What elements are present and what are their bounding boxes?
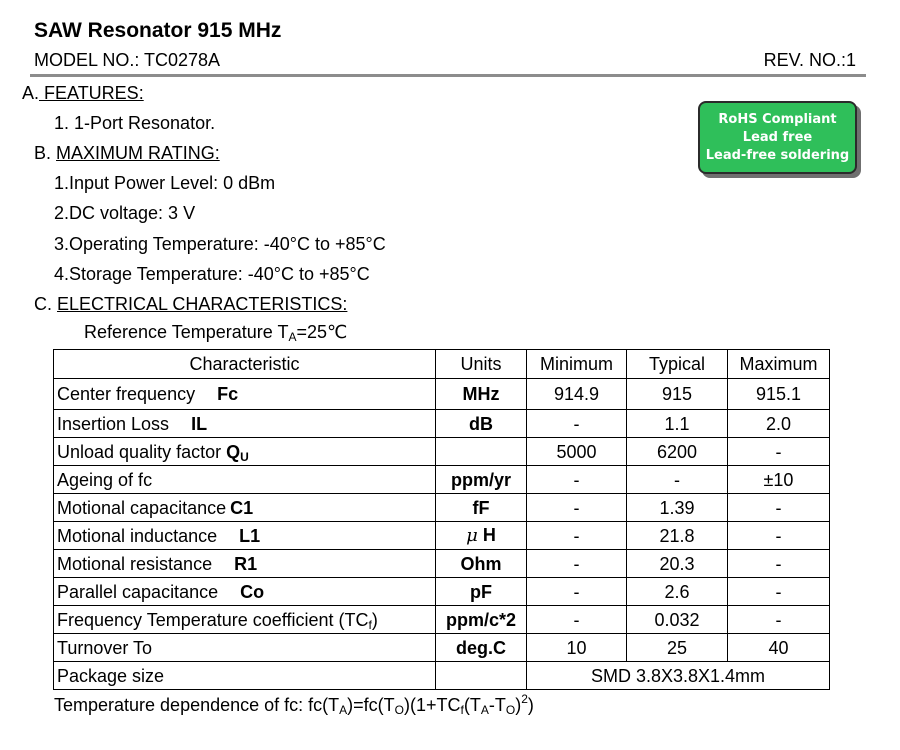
row-characteristic: [54, 522, 436, 550]
row-max: -: [728, 550, 830, 578]
formula-part: (T: [463, 695, 481, 715]
characteristic-name: Frequency Temperature coefficient (TC: [57, 609, 369, 630]
formula-subscript: A: [480, 703, 489, 717]
row-units: dB: [436, 410, 527, 438]
package-size-value: SMD 3.8X3.8X1.4mm: [527, 662, 830, 690]
rohs-line-3: Lead-free soldering: [705, 147, 850, 163]
header-characteristic: Characteristic: [54, 350, 436, 379]
row-typ: -: [627, 466, 728, 494]
units-text: H: [482, 525, 496, 545]
characteristic-symbol-subscript: U: [240, 449, 249, 464]
row-min: -: [527, 466, 627, 494]
characteristic-symbol: Q: [226, 441, 241, 462]
row-characteristic: [54, 550, 436, 578]
table-row: [54, 634, 830, 662]
row-typ: 0.032: [627, 606, 728, 634]
row-max: -: [728, 494, 830, 522]
ref-temp-text: Reference Temperature T: [84, 322, 289, 342]
electrical-characteristics-table: [53, 349, 830, 690]
table-row: [54, 466, 830, 494]
row-typ: 6200: [627, 438, 728, 466]
row-characteristic: [54, 494, 436, 522]
row-max: 40: [728, 634, 830, 662]
formula-subscript: O: [505, 703, 516, 717]
rating-item-3: 3.Operating Temperature: -40°C to +85°C: [54, 234, 386, 254]
rohs-line-2: Lead free: [742, 129, 813, 145]
row-typ: 1.39: [627, 494, 728, 522]
characteristic-name: Insertion Loss: [57, 413, 170, 434]
row-max: 2.0: [728, 410, 830, 438]
formula-part: )(1+TC: [404, 695, 461, 715]
model-number: MODEL NO.: TC0278A: [34, 50, 221, 70]
table-row: [54, 494, 830, 522]
row-max: -: [728, 606, 830, 634]
section-a-heading: [22, 83, 144, 104]
characteristic-symbol: IL: [191, 413, 208, 434]
row-characteristic: [54, 606, 436, 634]
row-min: 10: [527, 634, 627, 662]
row-characteristic: [54, 438, 436, 466]
header-maximum: Maximum: [728, 350, 830, 379]
header-units: Units: [436, 350, 527, 379]
row-units: [436, 522, 527, 550]
characteristic-name: Unload quality factor: [57, 441, 222, 462]
row-units: [436, 438, 527, 466]
table-row: [54, 606, 830, 634]
reference-temperature: [84, 322, 347, 343]
row-units: Ohm: [436, 550, 527, 578]
characteristic-symbol: R1: [234, 553, 258, 574]
characteristic-symbol: Fc: [217, 384, 239, 404]
characteristic-subscript: f: [368, 617, 372, 632]
characteristic-name: Motional resistance: [57, 553, 213, 574]
header-divider: [30, 74, 866, 77]
rating-item-2: 2.DC voltage: 3 V: [54, 203, 196, 223]
row-units: deg.C: [436, 634, 527, 662]
section-a-prefix: A.: [22, 83, 40, 103]
row-min: -: [527, 494, 627, 522]
characteristic-symbol: Co: [240, 581, 265, 602]
table-row: [54, 550, 830, 578]
row-min: -: [527, 410, 627, 438]
rating-item-1: 1.Input Power Level: 0 dBm: [54, 173, 276, 193]
row-min: -: [527, 578, 627, 606]
section-c-title: ELECTRICAL CHARACTERISTICS:: [57, 294, 348, 314]
row-characteristic: [54, 379, 436, 410]
characteristic-name: Motional inductance: [57, 525, 218, 546]
row-typ: 20.3: [627, 550, 728, 578]
revision-number: REV. NO.:1: [763, 50, 856, 70]
section-c-prefix: C.: [34, 294, 52, 314]
formula-part: ): [527, 695, 534, 715]
characteristic-symbol: C1: [230, 497, 254, 518]
rohs-line-1: RoHS Compliant: [718, 111, 837, 127]
row-max: ±10: [728, 466, 830, 494]
formula-part: )=fc(T: [347, 695, 395, 715]
formula-subscript: f: [460, 703, 464, 717]
characteristic-name: Parallel capacitance: [57, 581, 219, 602]
table-row: [54, 578, 830, 606]
section-a-title: FEATURES:: [39, 83, 144, 103]
row-characteristic: Ageing of fc: [54, 466, 436, 494]
row-max: -: [728, 578, 830, 606]
section-b-title: MAXIMUM RATING:: [56, 143, 220, 163]
formula-subscript: A: [339, 703, 348, 717]
header-minimum: Minimum: [527, 350, 627, 379]
row-typ: 21.8: [627, 522, 728, 550]
row-characteristic: [54, 578, 436, 606]
table-header-row: [54, 350, 830, 379]
table-row: [54, 522, 830, 550]
row-min: -: [527, 522, 627, 550]
document-title: SAW Resonator 915 MHz: [34, 19, 282, 42]
row-characteristic: [54, 410, 436, 438]
row-typ: 1.1: [627, 410, 728, 438]
row-typ: 915: [627, 379, 728, 410]
mu-symbol: μ: [466, 525, 478, 546]
row-units: MHz: [436, 379, 527, 410]
temperature-dependence-formula: [54, 692, 534, 717]
formula-subscript: O: [394, 703, 405, 717]
section-b-heading: [34, 143, 220, 164]
characteristic-symbol: L1: [239, 525, 261, 546]
row-max: -: [728, 438, 830, 466]
row-min: -: [527, 606, 627, 634]
characteristic-name: Center frequency: [57, 384, 196, 404]
row-characteristic: Turnover To: [54, 634, 436, 662]
row-characteristic: Package size: [54, 662, 436, 690]
rating-item-4: 4.Storage Temperature: -40°C to +85°C: [54, 264, 370, 284]
table-row: [54, 379, 830, 410]
formula-part: -T: [488, 695, 506, 715]
formula-part: ): [515, 695, 522, 715]
header-typical: Typical: [627, 350, 728, 379]
row-max: 915.1: [728, 379, 830, 410]
formula-superscript: 2: [521, 692, 528, 706]
table-row: [54, 662, 830, 690]
characteristic-suffix: ): [371, 609, 378, 630]
row-min: 5000: [527, 438, 627, 466]
feature-item-1: 1. 1-Port Resonator.: [54, 113, 216, 133]
row-min: -: [527, 550, 627, 578]
row-max: -: [728, 522, 830, 550]
row-typ: 2.6: [627, 578, 728, 606]
ref-temp-subscript: A: [288, 330, 297, 344]
rohs-badge: [698, 101, 857, 174]
section-b-prefix: B.: [34, 143, 52, 163]
characteristic-name: Motional capacitance: [57, 497, 227, 518]
row-units: [436, 662, 527, 690]
section-c-heading: [34, 294, 347, 315]
formula-part: Temperature dependence of fc: fc(T: [54, 695, 340, 715]
table-row: [54, 438, 830, 466]
row-units: ppm/yr: [436, 466, 527, 494]
row-units: fF: [436, 494, 527, 522]
row-typ: 25: [627, 634, 728, 662]
table-row: [54, 410, 830, 438]
row-units: ppm/c*2: [436, 606, 527, 634]
row-units: pF: [436, 578, 527, 606]
row-min: 914.9: [527, 379, 627, 410]
ref-temp-value: =25℃: [296, 322, 348, 342]
